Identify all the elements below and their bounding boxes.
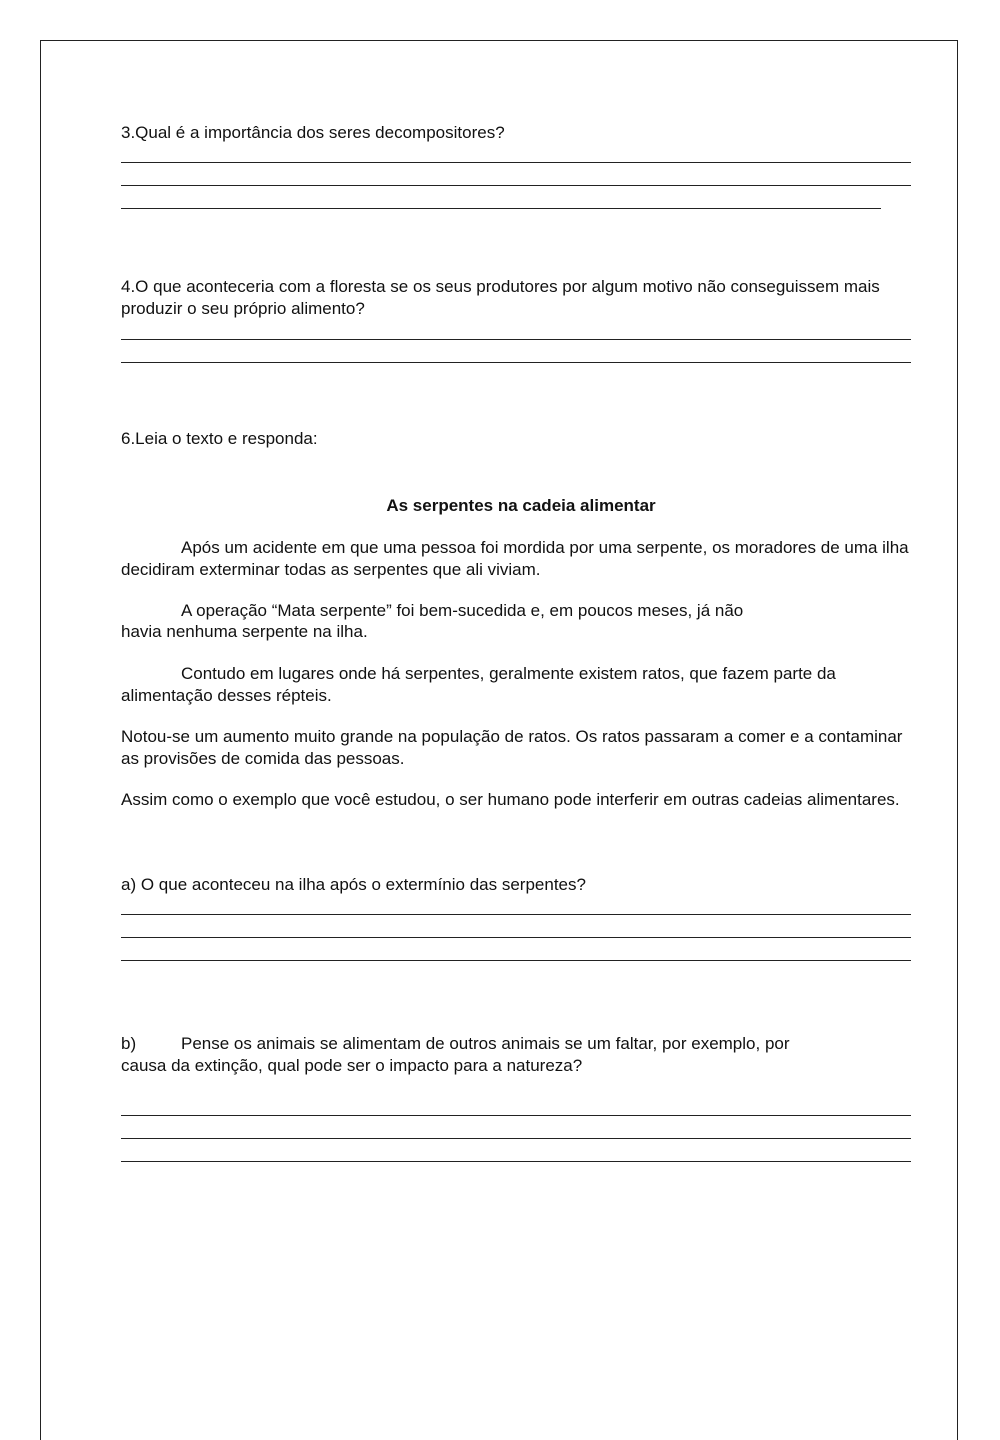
text-paragraph: Assim como o exemplo que você estudou, o ser humano pode interferir em outras cadeias alimentares. xyxy=(121,790,900,809)
question-6b-text: Pense os animais se alimentam de outros animais se um faltar, por exemplo, por xyxy=(181,1034,790,1053)
text-paragraph: A operação “Mata serpente” foi bem-sucedida e, em poucos meses, já não xyxy=(181,601,744,620)
question-4: 4.O que aconteceria com a floresta se os seus produtores por algum motivo não conseguissem mais produzir o seu próprio alimento? xyxy=(121,277,880,318)
answer-line[interactable] xyxy=(121,1115,911,1116)
question-6b-label: b) xyxy=(121,1034,137,1053)
answer-line[interactable] xyxy=(121,362,911,363)
answer-line[interactable] xyxy=(121,339,911,340)
answer-line[interactable] xyxy=(121,185,911,186)
answer-line[interactable] xyxy=(121,162,911,163)
answer-line[interactable] xyxy=(121,208,881,209)
answer-line[interactable] xyxy=(121,1138,911,1139)
answer-line[interactable] xyxy=(121,937,911,938)
question-6-instruction: 6.Leia o texto e responda: xyxy=(121,429,318,448)
question-6b xyxy=(121,1033,911,1055)
answer-line[interactable] xyxy=(121,914,911,915)
question-6b-line2: causa da extinção, qual pode ser o impacto para a natureza? xyxy=(121,1056,583,1075)
text-paragraph: havia nenhuma serpente na ilha. xyxy=(121,622,368,641)
question-6a: a) O que aconteceu na ilha após o extermínio das serpentes? xyxy=(121,875,586,894)
question-3: 3.Qual é a importância dos seres decompositores? xyxy=(121,123,505,142)
text-paragraph: Contudo em lugares onde há serpentes, geralmente existem ratos, que fazem parte da alimentação desses répteis. xyxy=(121,664,836,705)
text-paragraph: Notou-se um aumento muito grande na população de ratos. Os ratos passaram a comer e a contaminar as provisões de comida das pessoas. xyxy=(121,727,903,768)
answer-line[interactable] xyxy=(121,1161,911,1162)
text-paragraph: Após um acidente em que uma pessoa foi mordida por uma serpente, os moradores de uma ilha decidiram exterminar todas as serpentes que ali viviam. xyxy=(121,538,909,579)
text-title: As serpentes na cadeia alimentar xyxy=(386,496,656,515)
answer-line[interactable] xyxy=(121,960,911,961)
